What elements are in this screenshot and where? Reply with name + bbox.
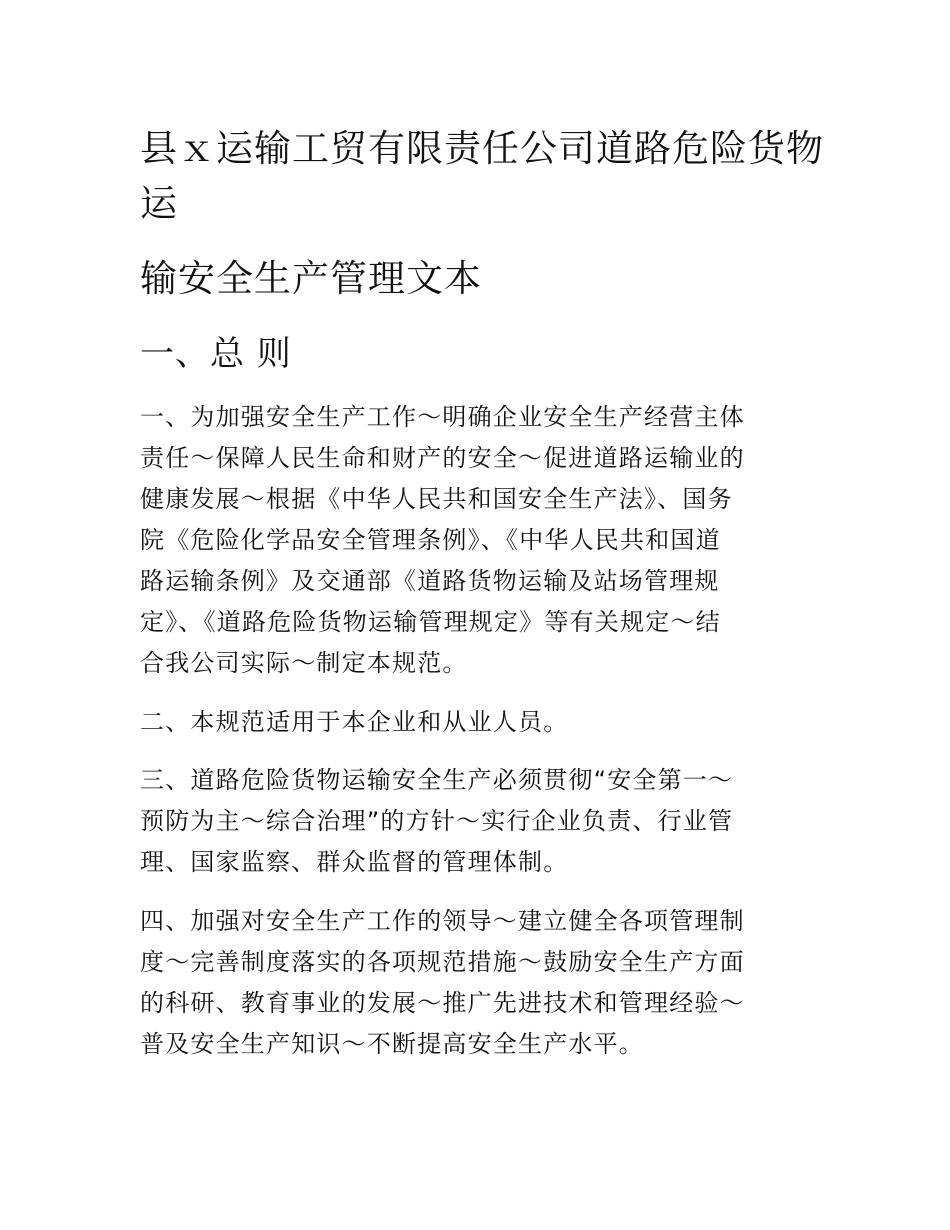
paragraph-1-line-1: 一、为加强安全生产工作～明确企业安全生产经营主体	[140, 403, 745, 431]
paragraph-3-line-3: 理、国家监察、群众监督的管理体制。	[140, 848, 569, 876]
paragraph-3-line-2: 预防为主～综合治理”的方针～实行企业负责、行业管	[140, 807, 734, 835]
paragraph-1-line-7: 合我公司实际～制定本规范。	[140, 649, 468, 677]
paragraph-4-line-3: 的科研、教育事业的发展～推广先进技术和管理经验～	[140, 989, 745, 1017]
paragraph-4-line-1: 四、加强对安全生产工作的领导～建立健全各项管理制	[140, 907, 745, 935]
paragraph-1-line-6: 定》、《道路危险货物运输管理规定》等有关规定～结	[140, 608, 721, 636]
paragraph-1-line-2: 责任～保障人民生命和财产的安全～促进道路运输业的	[140, 444, 745, 472]
document-title-line-1: 县ｘ运输工贸有限责任公司道路危险货物	[140, 127, 824, 170]
paragraph-4-line-4: 普及安全生产知识～不断提高安全生产水平。	[140, 1030, 644, 1058]
paragraph-2-line-1: 二、本规范适用于本企业和从业人员。	[140, 708, 569, 736]
document-title-line-2: 运	[140, 182, 178, 225]
paragraph-1-line-5: 路运输条例》及交通部《道路货物运输及站场管理规	[140, 567, 720, 595]
paragraph-1-line-3: 健康发展～根据《中华人民共和国安全生产法》、国务	[140, 485, 733, 513]
paragraph-3-line-1: 三、道路危险货物运输安全生产必须贯彻“安全第一～	[140, 766, 734, 794]
section-heading: 一、总 则	[140, 334, 292, 374]
paragraph-4-line-2: 度～完善制度落实的各项规范措施～鼓励安全生产方面	[140, 948, 745, 976]
document-title-line-3: 输安全生产管理文本	[140, 257, 482, 300]
paragraph-1-line-4: 院《危险化学品安全管理条例》、《中华人民共和国道	[140, 526, 721, 554]
